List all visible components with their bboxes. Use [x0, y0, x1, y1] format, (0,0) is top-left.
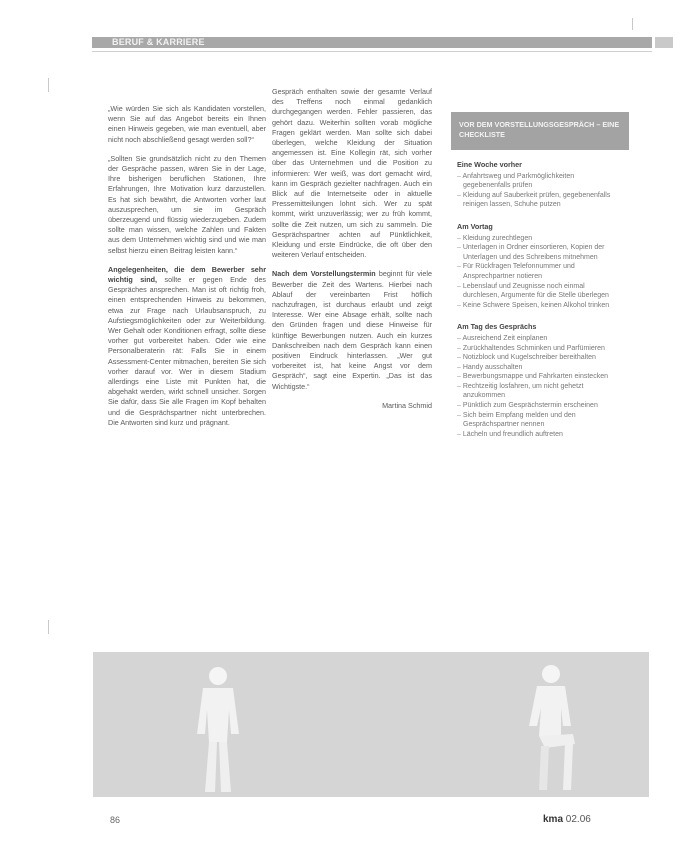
body-paragraph: Gespräch enthalten sowie der gesamte Verlauf des Treffens noch einmal gedanklich durchgegangen werden. Fehler passieren, das gehört dazu. Weiterhin sollten vorab mögliche Fragen geklärt werden. Man sollte sich dabei überlegen, welche Kleidung der Situation angemessen ist. Eine Kollegin rät, sich vorher über das Unternehmen und die Position zu informieren: Wer weiß, was dort gemacht wird, kann im Gespräch gezielter nachfragen. Auch ein Blick auf die Internetseite oder in aktuelle Pressemitteilungen lohnt sich. Wer zu spät kommt, wirkt unzuverlässig; wer zu früh kommt, sollte die Zeit nutzen, um sich zu sammeln. Die Gesprächspartner achten auf Pünktlichkeit, Kleidung und erste Eindrücke, die oft über den weiteren Verlauf entscheiden. — [272, 87, 432, 260]
checklist-box — [457, 160, 617, 451]
paragraph-text: beginnt für viele Bewerber die Zeit des Wartens. Hierbei nach Ablauf der vereinbarten Frist höflich nachzufragen, ist durchaus erlaubt und zeigt Interesse. Wer eine Absage erhält, sollte nach den Gründen fragen und diese Hinweise für künftige Bewerbungen nutzen. Auch ein kurzes Dankschreiben nach dem Gespräch kann einen positiven Eindruck hinterlassen. „Wer gut vorbereitet ist, hat keine Angst vor dem Gespräch“, sagt eine Expertin. „Das ist das Wichtigste.“ — [272, 269, 432, 391]
paragraph-lead: Nach dem Vorstellungstermin — [272, 269, 376, 279]
checklist-title-box — [451, 112, 629, 150]
margin-mark — [48, 620, 49, 634]
checklist-item: – Für Rückfragen Telefonnummer und Ansprechpartner notieren — [457, 262, 617, 281]
margin-mark — [48, 78, 49, 92]
checklist-title: VOR DEM VORSTELLUNGSGESPRÄCH – EINE CHECKLISTE — [459, 120, 620, 139]
crop-mark — [632, 18, 633, 30]
photo-band — [93, 652, 649, 797]
magazine-footer — [543, 814, 591, 825]
body-paragraph — [108, 265, 266, 428]
header-rule — [92, 51, 652, 52]
checklist-list — [457, 334, 617, 440]
seated-man-figure — [511, 660, 591, 797]
section-title: BERUF & KARRIERE — [112, 37, 205, 47]
checklist-heading: Am Tag des Gesprächs — [457, 322, 537, 332]
body-paragraph: „Wie würden Sie sich als Kandidaten vorstellen, wenn Sie auf das Angebot bereits ein Ihnen einen Hinweis gegeben, wie man eventuell, aber nicht noch abschließend gesagt werden soll?“ — [108, 104, 266, 144]
article-column-2 — [272, 87, 432, 420]
magazine-issue: 02.06 — [565, 814, 591, 825]
checklist-list — [457, 234, 617, 311]
checklist-item: – Anfahrtsweg und Parkmöglichkeiten gegebenenfalls prüfen — [457, 172, 617, 191]
checklist-item: – Ausreichend Zeit einplanen — [457, 334, 617, 344]
checklist-heading: Eine Woche vorher — [457, 160, 522, 169]
author-signature: Martina Schmid — [382, 400, 432, 410]
checklist-list — [457, 172, 617, 210]
body-paragraph — [272, 269, 432, 391]
checklist-item: – Unterlagen in Ordner einsortieren, Kopien der Unterlagen und des Schreibens mitnehmen — [457, 243, 617, 262]
checklist-item: – Lächeln und freundlich auftreten — [457, 430, 617, 440]
checklist-heading: Am Vortag — [457, 221, 493, 231]
page-number: 86 — [110, 815, 121, 825]
checklist-item: – Bewerbungsmappe und Fahrkarten einstecken — [457, 372, 617, 382]
paragraph-lead: Angelegenheiten, die dem Bewerber sehr wichtig sind, — [108, 264, 266, 285]
checklist-item: – Kleidung zurechtlegen — [457, 234, 617, 244]
header-end-block — [655, 37, 673, 48]
checklist-item: – Lebenslauf und Zeugnisse noch einmal durchlesen, Argumente für die Stelle überlegen — [457, 282, 617, 301]
checklist-item: – Handy ausschalten — [457, 363, 617, 373]
magazine-name: kma — [543, 814, 564, 825]
checklist-item: – Rechtzeitig losfahren, um nicht gehetzt anzukommen — [457, 382, 617, 401]
checklist-item: – Zurückhaltendes Schminken und Parfümieren — [457, 344, 617, 354]
checklist-item: – Sich beim Empfang melden und den Gesprächspartner nennen — [457, 411, 617, 430]
body-paragraph: „Sollten Sie grundsätzlich nicht zu den Themen der Gespräche passen, wären Sie in der Lage, Ihre bisherigen beruflichen Stationen, Ihre Erfahrungen, Ihre Motivation kurz darzustellen. Es hat sich bewährt, die Antworten vorher laut auszusprechen, um sie im Gespräch überzeugend und flüssig wiederzugeben. Zudem sollte man wissen, welche Zahlen und Fakten aus dem Unternehmen wichtig sind und wie man selbst hierzu einen Beitrag leisten kann.“ — [108, 153, 266, 255]
standing-man-figure — [183, 662, 253, 797]
checklist-item: – Pünktlich zum Gesprächstermin erscheinen — [457, 401, 617, 411]
checklist-item: – Kleidung auf Sauberkeit prüfen, gegebenenfalls reinigen lassen, Schuhe putzen — [457, 191, 617, 210]
article-column-1 — [108, 104, 266, 437]
checklist-item: – Notizblock und Kugelschreiber bereithalten — [457, 353, 617, 363]
checklist-item: – Keine Schwere Speisen, keinen Alkohol trinken — [457, 301, 617, 311]
section-header-bar — [92, 37, 652, 48]
paragraph-text: sollte er gegen Ende des Gespräches ansprechen. Man ist oft richtig froh, einen entsprechenden Hinweis zu bekommen, etwa zur Frage nach Urlaubsanspruch, zu Aufstiegsmöglichkeiten oder zur Weiterbildung. Wer Gehalt oder Konditionen erfragt, sollte diese vorher gut vorbereitet haben. Oder wie eine Personalberaterin rät: Falls Sie in einem Assessment-Center mitmachen, bereiten Sie sich vorher darauf vor. Wer in diesem Stadium allerdings eine Liste mit Punkten hat, die abgehakt werden, wirkt schnell unsicher. Sorgen Sie dafür, dass Sie alle Fragen im Kopf behalten und die Gesprächspartner nicht unterbrechen. Die Antworten sind kurz und prägnant. — [108, 275, 266, 427]
